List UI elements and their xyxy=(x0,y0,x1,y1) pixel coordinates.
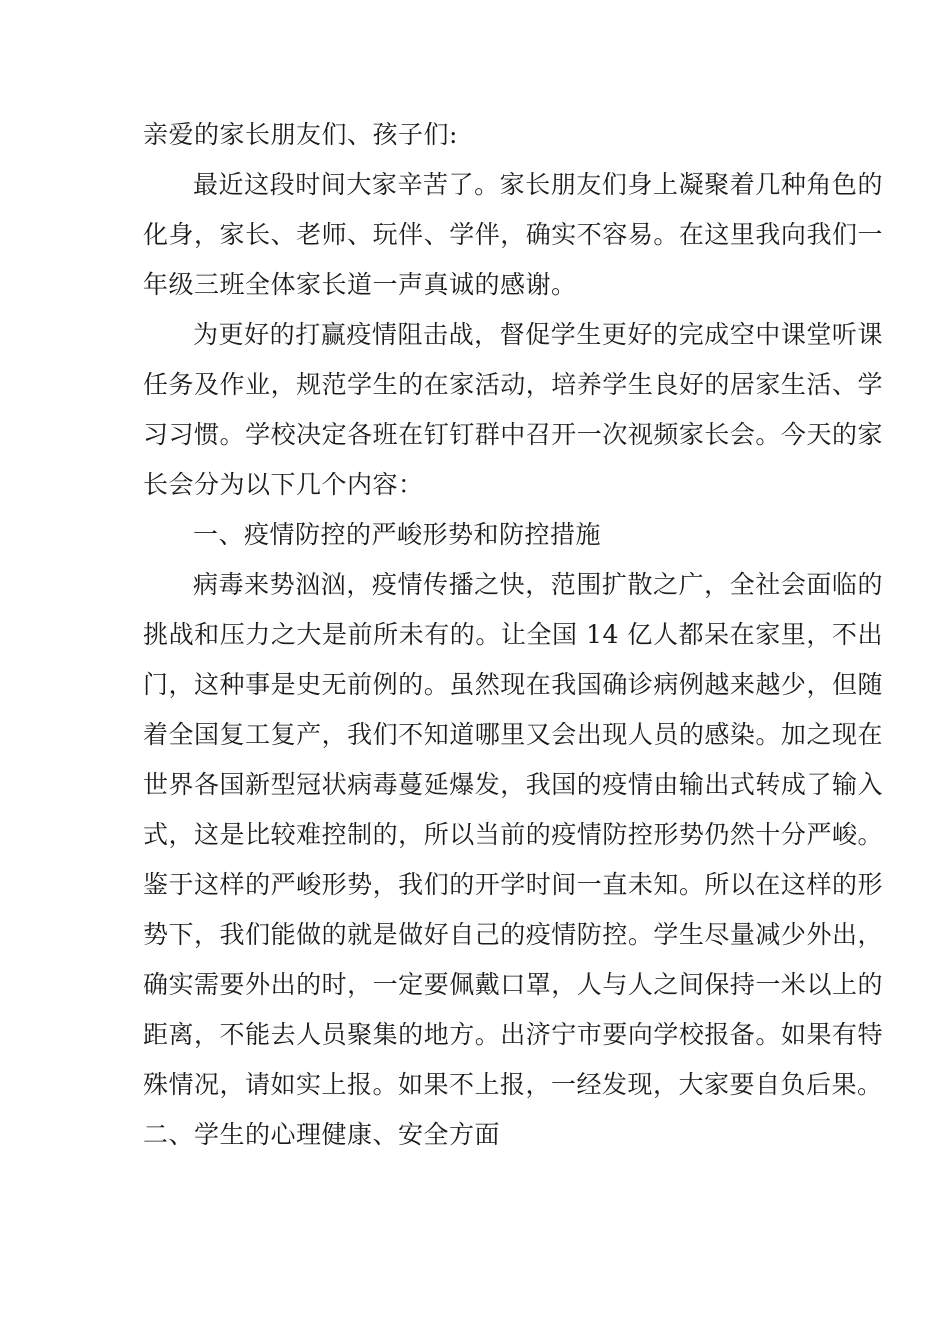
document-body xyxy=(143,110,883,1160)
paragraph-thanks: 最近这段时间大家辛苦了。家长朋友们身上凝聚着几种角色的化身，家长、老师、玩伴、学伴，确实不容易。在这里我向我们一年级三班全体家长道一声真诚的感谢。 xyxy=(143,170,883,299)
paragraph-meeting-intro: 为更好的打赢疫情阻击战，督促学生更好的完成空中课堂听课任务及作业，规范学生的在家活动，培养学生良好的居家生活、学习习惯。学校决定各班在钉钉群中召开一次视频家长会。今天的家长会分为以下几个内容： xyxy=(143,320,883,499)
section-two-heading: 二、学生的心理健康、安全方面 xyxy=(143,1120,501,1149)
greeting-line: 亲爱的家长朋友们、孩子们: xyxy=(143,120,458,149)
section-one-heading: 一、疫情防控的严峻形势和防控措施 xyxy=(193,520,602,549)
paragraph-epidemic-situation: 病毒来势汹汹，疫情传播之快，范围扩散之广，全社会面临的挑战和压力之大是前所未有的。让全国 14 亿人都呆在家里，不出门，这种事是史无前例的。虽然现在我国确诊病例越来越少，但随着全国复工复产，我们不知道哪里又会出现人员的感染。加之现在世界各国新型冠状病毒蔓延爆发，我国的疫情由输出式转成了输入式，这是比较难控制的，所以当前的疫情防控形势仍然十分严峻。鉴于这样的严峻形势，我们的开学时间一直未知。所以在这样的形势下，我们能做的就是做好自己的疫情防控。学生尽量减少外出，确实需要外出的时，一定要佩戴口罩，人与人之间保持一米以上的距离，不能去人员聚集的地方。出济宁市要向学校报备。如果有特殊情况，请如实上报。如果不上报，一经发现，大家要自负后果。 xyxy=(143,570,883,1099)
